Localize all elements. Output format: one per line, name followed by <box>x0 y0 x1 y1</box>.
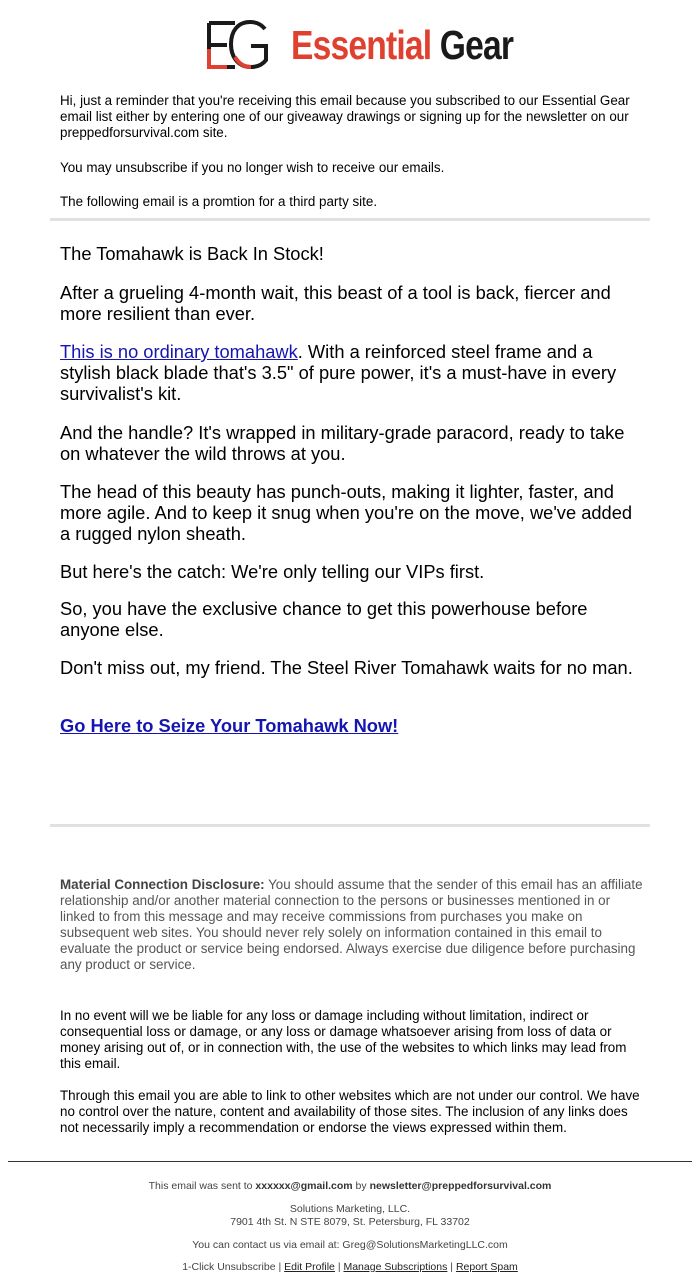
footer-sender: newsletter@preppedforsurvival.com <box>369 1180 552 1192</box>
footer-contact: You can contact us via email at: Greg@SolutionsMarketingLLC.com <box>192 1239 508 1251</box>
footer-recipient: xxxxxx@gmail.com <box>255 1180 353 1192</box>
footer-address: 7901 4th St. N STE 8079, St. Petersburg, FL 33702 <box>230 1216 470 1228</box>
divider-bottom <box>50 824 650 827</box>
divider-top <box>50 218 650 221</box>
footer-separator: | <box>447 1261 456 1273</box>
legal-paragraph-1: In no event will we be liable for any loss or damage including without limitation, indirect or consequential loss or damage, or any loss or damage whatsoever arising from loss of data or money arising out of, or in connection with, the use of the websites to which links may lead from this email. <box>60 1008 627 1071</box>
edit-profile-link[interactable]: Edit Profile <box>284 1261 335 1273</box>
footer-links <box>0 1261 700 1274</box>
legal-paragraph-2: Through this email you are able to link to other websites which are not under our control. We have no control over the nature, content and availability of those sites. The inclusion of any links does not necessarily imply a recommendation or endorse the views expressed within them. <box>60 1088 640 1135</box>
brand-name <box>291 18 513 72</box>
eg-monogram-icon <box>205 19 271 71</box>
material-disclosure <box>60 877 645 973</box>
body-paragraph-5: But here's the catch: We're only telling our VIPs first. <box>60 561 485 582</box>
footer-sent-prefix: This email was sent to <box>148 1180 256 1192</box>
headline: The Tomahawk is Back In Stock! <box>60 243 324 264</box>
footer-company: Solutions Marketing, LLC. <box>289 1203 411 1215</box>
intro-paragraph-2: You may unsubscribe if you no longer wish to receive our emails. <box>60 160 445 175</box>
footer-separator: | <box>275 1261 285 1273</box>
body-paragraph-3: And the handle? It's wrapped in military-grade paracord, ready to take on whatever the wild throws at you. <box>60 422 625 464</box>
disclosure-label: Material Connection Disclosure: <box>60 877 265 892</box>
intro-paragraph-1: Hi, just a reminder that you're receiving this email because you subscribed to our Essential Gear email list either by entering one of our giveaway drawings or signing up for the newsletter on our preppedforsurvival.com site. <box>60 93 630 140</box>
footer-divider <box>8 1161 692 1162</box>
intro-paragraph-3: The following email is a promtion for a third party site. <box>60 194 378 209</box>
disclosure-text: You should assume that the sender of this email has an affiliate relationship and/or another material connection to the persons or businesses mentioned in or linked to from this message and may receive commissions from purchases you make on subsequent web sites. You should never rely solely on information contained in this email to evaluate the product or service being endorsed. Always exercise due diligence before purchasing any product or service. <box>60 877 643 972</box>
tomahawk-link[interactable]: This is no ordinary tomahawk <box>60 341 298 362</box>
brand-word-2: Gear <box>439 22 514 68</box>
body-paragraph-7: Don't miss out, my friend. The Steel River Tomahawk waits for no man. <box>60 657 633 678</box>
body-paragraph-2-rest: . With a reinforced steel frame and a stylish black blade that's 3.5" of pure power, it's a must-have in every survivalist's kit. <box>60 341 617 404</box>
unsubscribe-label: 1-Click Unsubscribe <box>182 1261 276 1273</box>
brand-word-1: Essential <box>291 22 432 68</box>
manage-subscriptions-link[interactable]: Manage Subscriptions <box>343 1261 448 1273</box>
cta-link[interactable]: Go Here to Seize Your Tomahawk Now! <box>60 715 399 736</box>
body-paragraph-4: The head of this beauty has punch-outs, making it lighter, faster, and more agile. And to keep it snug when you're on the move, we've added a rugged nylon sheath. <box>60 481 633 544</box>
report-spam-link[interactable]: Report Spam <box>455 1261 518 1273</box>
brand-logo <box>205 18 514 72</box>
body-paragraph-2 <box>60 341 645 404</box>
footer-separator: | <box>334 1261 344 1273</box>
body-paragraph-1: After a grueling 4-month wait, this beast of a tool is back, fiercer and more resilient than ever. <box>60 282 611 324</box>
footer-sent-to <box>0 1180 700 1193</box>
body-paragraph-6: So, you have the exclusive chance to get this powerhouse before anyone else. <box>60 598 588 640</box>
footer-sent-by: by <box>352 1180 370 1192</box>
cta-container <box>60 715 645 736</box>
